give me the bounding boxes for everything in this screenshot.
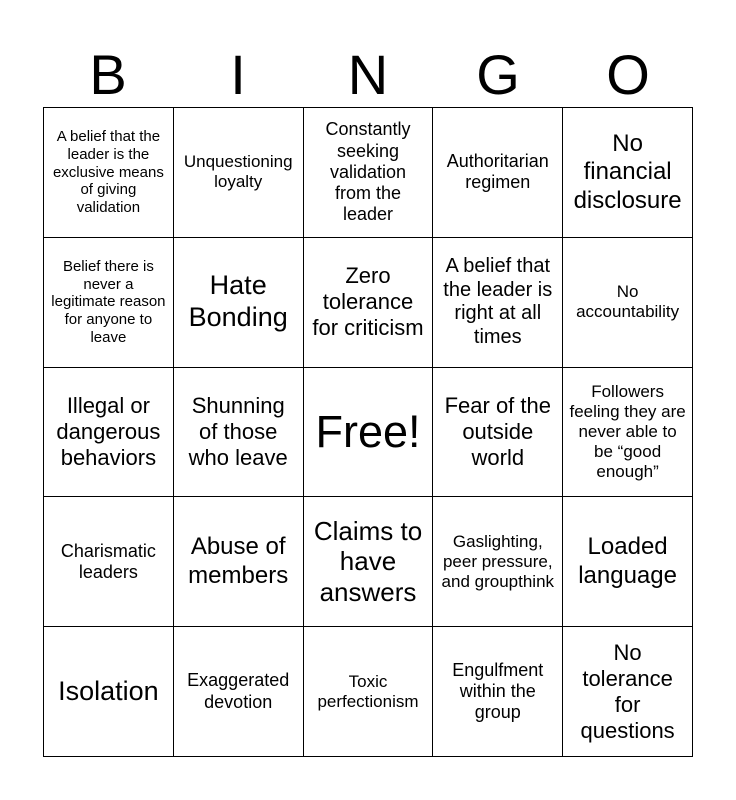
bingo-cell-r3c5[interactable] <box>563 368 693 498</box>
cell-text: Belief there is never a legitimate reason for anyone to leave <box>51 257 166 346</box>
bingo-cell-r4c3[interactable] <box>304 497 434 627</box>
bingo-cell-r4c2[interactable] <box>174 497 304 627</box>
cell-text: Exaggerated devotion <box>187 670 290 712</box>
cell-text: Hate Bonding <box>188 270 288 333</box>
cell-text: Followers feeling they are never able to be “good enough” <box>569 381 686 482</box>
header-letter-o: O <box>606 43 650 106</box>
cell-text: No tolerance for questions <box>580 639 675 743</box>
bingo-cell-r2c2[interactable] <box>174 238 304 368</box>
bingo-board <box>43 107 693 757</box>
cell-text: Claims to have answers <box>313 515 423 608</box>
bingo-cell-r1c4[interactable] <box>433 108 563 238</box>
cell-text: Illegal or dangerous behaviors <box>56 393 161 470</box>
bingo-cell-r2c4[interactable] <box>433 238 563 368</box>
cell-text: Constantly seeking validation from the leader <box>325 119 411 225</box>
cell-text: Unquestioning loyalty <box>183 152 293 192</box>
bingo-header <box>43 44 693 106</box>
bingo-cell-r1c2[interactable] <box>174 108 304 238</box>
bingo-cell-r4c1[interactable] <box>44 497 174 627</box>
cell-text: Authoritarian regimen <box>446 151 549 193</box>
bingo-cell-r3c4[interactable] <box>433 368 563 498</box>
free-space-label: Free! <box>315 406 421 458</box>
bingo-cell-r3c1[interactable] <box>44 368 174 498</box>
cell-text: Loaded language <box>578 533 677 589</box>
cell-text: Isolation <box>58 675 159 706</box>
header-letter-n: N <box>347 43 389 106</box>
bingo-cell-r1c5[interactable] <box>563 108 693 238</box>
cell-text: Gaslighting, peer pressure, and groupthink <box>441 531 555 591</box>
cell-text: A belief that the leader is right at all times <box>443 255 553 348</box>
bingo-cell-r4c5[interactable] <box>563 497 693 627</box>
cell-text: No accountability <box>576 282 680 322</box>
header-letter-i: I <box>230 43 246 106</box>
bingo-cell-r5c4[interactable] <box>433 627 563 757</box>
bingo-cell-r5c3[interactable] <box>304 627 434 757</box>
bingo-cell-r1c1[interactable] <box>44 108 174 238</box>
cell-text: Shunning of those who leave <box>188 393 288 470</box>
bingo-cell-r5c1[interactable] <box>44 627 174 757</box>
cell-text: Zero tolerance for criticism <box>312 263 424 341</box>
bingo-cell-r5c2[interactable] <box>174 627 304 757</box>
cell-text: No financial disclosure <box>573 129 682 214</box>
cell-text: Toxic perfectionism <box>317 671 419 711</box>
bingo-cell-r2c1[interactable] <box>44 238 174 368</box>
bingo-cell-r4c4[interactable] <box>433 497 563 627</box>
bingo-cell-r5c5[interactable] <box>563 627 693 757</box>
cell-text: Abuse of members <box>188 533 289 589</box>
header-letter-b: B <box>89 43 127 106</box>
cell-text: A belief that the leader is the exclusive means of giving validation <box>52 128 164 216</box>
cell-text: Charismatic leaders <box>60 540 156 582</box>
bingo-cell-free[interactable] <box>304 368 434 498</box>
bingo-cell-r1c3[interactable] <box>304 108 434 238</box>
bingo-cell-r2c5[interactable] <box>563 238 693 368</box>
cell-text: Engulfment within the group <box>452 659 544 723</box>
header-letter-g: G <box>476 43 520 106</box>
cell-text: Fear of the outside world <box>444 393 551 470</box>
bingo-cell-r3c2[interactable] <box>174 368 304 498</box>
bingo-cell-r2c3[interactable] <box>304 238 434 368</box>
